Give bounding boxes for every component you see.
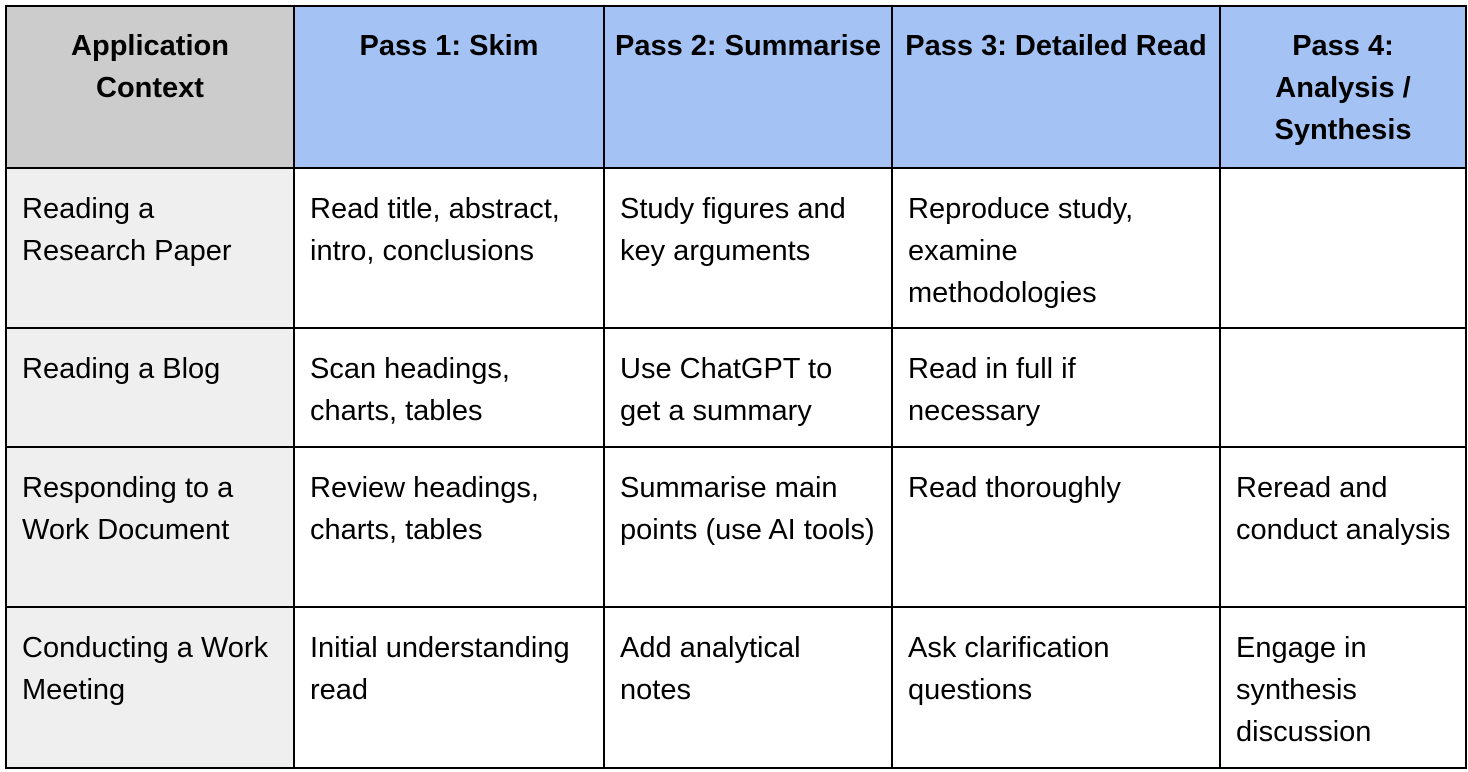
header-pass-2: Pass 2: Summarise [604, 6, 892, 168]
cell-pass-2: Summarise main points (use AI tools) [604, 447, 892, 607]
header-pass-1: Pass 1: Skim [294, 6, 604, 168]
header-pass-3: Pass 3: Detailed Read [892, 6, 1220, 168]
table-row [6, 328, 1466, 447]
cell-pass-4: Engage in synthesis discussion [1220, 607, 1466, 768]
row-context: Responding to a Work Document [6, 447, 294, 607]
cell-pass-4 [1220, 328, 1466, 447]
cell-pass-2: Use ChatGPT to get a summary [604, 328, 892, 447]
cell-pass-1: Read title, abstract, intro, conclusions [294, 168, 604, 328]
table-row [6, 447, 1466, 607]
cell-pass-4: Reread and conduct analysis [1220, 447, 1466, 607]
header-pass-4: Pass 4: Analysis / Synthesis [1220, 6, 1466, 168]
row-context: Conducting a Work Meeting [6, 607, 294, 768]
reading-passes-table [5, 5, 1467, 769]
cell-pass-1: Review headings, charts, tables [294, 447, 604, 607]
cell-pass-4 [1220, 168, 1466, 328]
cell-pass-2: Study figures and key arguments [604, 168, 892, 328]
row-context: Reading a Blog [6, 328, 294, 447]
cell-pass-1: Scan headings, charts, tables [294, 328, 604, 447]
cell-pass-3: Read thoroughly [892, 447, 1220, 607]
cell-pass-3: Read in full if necessary [892, 328, 1220, 447]
table-row [6, 168, 1466, 328]
header-application-context: Application Context [6, 6, 294, 168]
table-row [6, 607, 1466, 768]
cell-pass-2: Add analytical notes [604, 607, 892, 768]
cell-pass-1: Initial understanding read [294, 607, 604, 768]
cell-pass-3: Ask clarification questions [892, 607, 1220, 768]
header-row [6, 6, 1466, 168]
row-context: Reading a Research Paper [6, 168, 294, 328]
cell-pass-3: Reproduce study, examine methodologies [892, 168, 1220, 328]
